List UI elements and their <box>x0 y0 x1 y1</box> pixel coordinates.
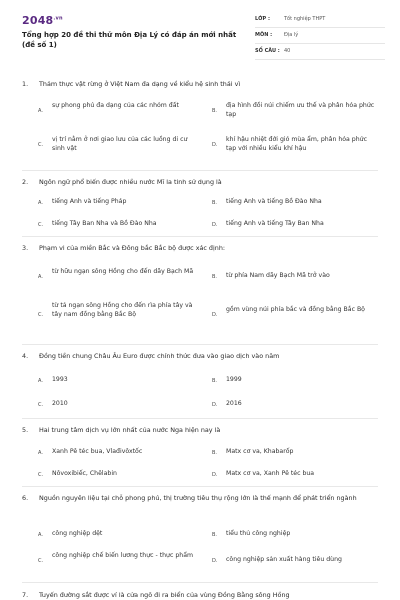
page-header <box>0 0 400 64</box>
divider <box>22 236 378 237</box>
question-text <box>22 426 370 435</box>
option-letter: C. <box>38 472 44 478</box>
option-letter: D. <box>212 222 218 228</box>
option-text: tiểu thủ công nghiệp <box>226 530 291 537</box>
divider <box>22 170 378 171</box>
document-title: Tổng hợp 20 đề thi thử môn Địa Lý có đáp án mới nhất (đề số 1) <box>22 31 237 49</box>
divider <box>22 486 378 487</box>
question-number: 3. <box>22 244 29 252</box>
question-text <box>22 494 370 503</box>
meta-key: SỐ CÂU : <box>255 48 280 54</box>
meta-value: 40 <box>284 48 291 54</box>
logo-tld: .vn <box>53 15 63 22</box>
option-letter: D. <box>212 402 218 408</box>
question-number: 2. <box>22 178 29 186</box>
option-text: tiếng Anh và tiếng Bồ Đào Nha <box>226 198 322 205</box>
option-text: tiếng Anh và tiếng Pháp <box>52 198 127 205</box>
question-text <box>22 352 370 361</box>
option-text: 1993 <box>52 376 68 383</box>
question-prompt: Tuyến đường sắt được ví là cửa ngõ đi ra biển của vùng Đồng Bằng sông Hồng <box>39 591 290 599</box>
option-text: tiếng Tây Ban Nha và Bồ Đào Nha <box>52 220 157 227</box>
option-text: Xanh Pê téc bua, Vlađivôxtốc <box>52 448 143 455</box>
option-letter: B. <box>212 200 218 206</box>
option-text: tiếng Anh và tiếng Tây Ban Nha <box>226 220 324 227</box>
meta-row-subject <box>255 30 385 44</box>
option-letter: C. <box>38 558 44 564</box>
option-letter: B. <box>212 532 218 538</box>
option-letter: D. <box>212 558 218 564</box>
option-text: 2016 <box>226 400 242 407</box>
option-text: địa hình đồi núi chiếm ưu thế và phân hóa phức tạp <box>226 102 375 118</box>
option-letter: B. <box>212 378 218 384</box>
meta-row-count <box>255 46 385 60</box>
option-letter: A. <box>38 108 43 114</box>
meta-key: LỚP : <box>255 16 270 22</box>
option-text: Nôvoxibiếc, Chêlabin <box>52 470 117 477</box>
option-letter: D. <box>212 312 218 318</box>
question-text <box>22 591 370 600</box>
question-number: 1. <box>22 80 29 88</box>
question-number: 6. <box>22 494 29 502</box>
option-text: Matx cơ va, Khabarốp <box>226 448 294 455</box>
option-letter: A. <box>38 274 43 280</box>
option-text: công nghiệp chế biến lương thực - thực phẩm <box>52 552 194 559</box>
question-text <box>22 80 370 89</box>
option-letter: A. <box>38 532 43 538</box>
divider <box>22 582 378 583</box>
option-text: Matx cơ va, Xanh Pê téc bua <box>226 470 315 477</box>
option-letter: C. <box>38 312 44 318</box>
question-prompt: Thảm thực vật rừng ở Việt Nam đa dạng về kiểu hệ sinh thái vì <box>39 80 241 88</box>
option-letter: C. <box>38 402 44 408</box>
site-logo[interactable] <box>22 14 63 27</box>
option-letter: A. <box>38 378 43 384</box>
option-letter: A. <box>38 450 43 456</box>
option-text: từ hữu ngạn sông Hồng cho đến dãy Bạch Mã <box>52 268 194 275</box>
meta-key: MÔN : <box>255 32 273 38</box>
option-text: 1999 <box>226 376 242 383</box>
option-text: từ phía Nam dãy Bạch Mã trở vào <box>226 272 330 279</box>
option-letter: A. <box>38 200 43 206</box>
divider <box>22 344 378 345</box>
logo-main: 2048 <box>22 14 54 27</box>
question-text <box>22 178 370 187</box>
option-letter: C. <box>38 142 44 148</box>
option-text: công nghiệp dệt <box>52 530 103 537</box>
divider <box>22 418 378 419</box>
question-number: 7. <box>22 591 29 599</box>
option-text: gồm vùng núi phía bắc và đồng bằng Bắc Bộ <box>226 306 365 313</box>
option-letter: D. <box>212 472 218 478</box>
meta-value: Địa lý <box>284 32 299 38</box>
option-text: khí hậu nhiệt đới gió mùa ẩm, phân hóa phức tạp với nhiều kiểu khí hậu <box>226 136 367 152</box>
option-letter: C. <box>38 222 44 228</box>
option-text: vị trí nằm ở nơi giao lưu của các luồng di cư sinh vật <box>52 136 188 152</box>
option-letter: B. <box>212 108 218 114</box>
question-prompt: Phạm vi của miền Bắc và Đông bắc Bắc bộ được xác định: <box>39 244 226 252</box>
option-letter: B. <box>212 450 218 456</box>
option-letter: D. <box>212 142 218 148</box>
question-prompt: Ngôn ngữ phổ biến được nhiều nước Mĩ la tinh sử dụng là <box>39 178 222 186</box>
option-text: 2010 <box>52 400 68 407</box>
question-number: 5. <box>22 426 29 434</box>
meta-row-class <box>255 14 385 28</box>
option-text: từ tả ngạn sông Hồng cho đến rìa phía tây và tây nam đồng bằng Bắc Bộ <box>52 302 193 318</box>
option-text: sự phong phú đa dạng của các nhóm đất <box>52 102 179 109</box>
meta-value: Tốt nghiệp THPT <box>284 16 326 22</box>
option-letter: B. <box>212 274 218 280</box>
exam-meta <box>255 14 385 62</box>
question-number: 4. <box>22 352 29 360</box>
question-text <box>22 244 370 253</box>
question-prompt: Đồng tiền chung Châu Âu Euro được chính thức đưa vào giao dịch vào năm <box>39 352 280 360</box>
option-text: công nghiệp sản xuất hàng tiêu dùng <box>226 556 342 563</box>
question-prompt: Nguồn nguyên liệu tại chỗ phong phú, thị trường tiêu thụ rộng lớn là thế mạnh để phát triển ngành <box>39 494 357 502</box>
question-prompt: Hai trung tâm dịch vụ lớn nhất của nước Nga hiện nay là <box>39 426 221 434</box>
